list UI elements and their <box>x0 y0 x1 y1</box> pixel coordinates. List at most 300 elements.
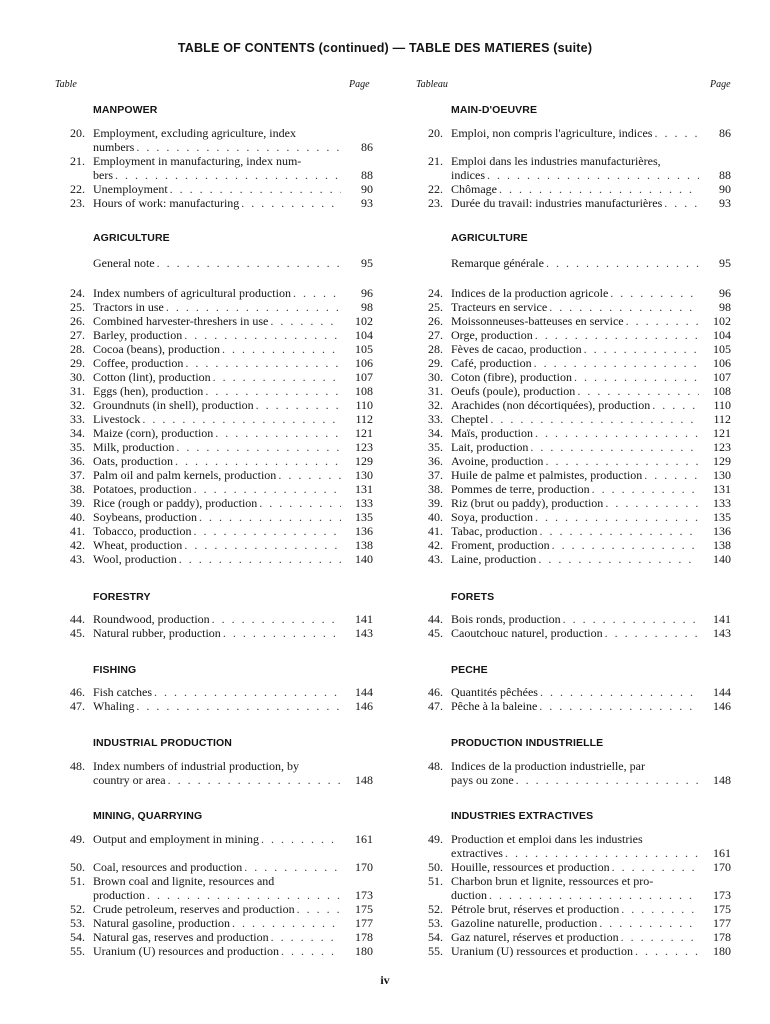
leader-dots <box>577 384 699 398</box>
page-ref: 104 <box>355 328 373 342</box>
toc-entry[interactable] <box>55 370 375 384</box>
leader-dots <box>297 902 341 916</box>
toc-entry[interactable] <box>413 524 733 538</box>
entry-title-line: Natural gasoline, production <box>93 916 230 930</box>
toc-entry[interactable] <box>413 510 733 524</box>
toc-entry[interactable] <box>413 944 733 958</box>
leader-dots <box>489 888 699 902</box>
entry-title-line: country or area <box>93 773 166 787</box>
entry-title <box>93 412 341 426</box>
toc-entry[interactable] <box>55 314 375 328</box>
toc-entry[interactable] <box>413 626 733 640</box>
leader-dots <box>136 140 341 154</box>
toc-entry[interactable] <box>55 356 375 370</box>
entry-title <box>451 552 699 566</box>
table-number: 42. <box>70 538 85 552</box>
table-number: 53. <box>428 916 443 930</box>
entry-title-line: Natural gas, reserves and production <box>93 930 269 944</box>
page-ref: 180 <box>713 944 731 958</box>
right-table-header: Tableau <box>416 79 448 90</box>
page-ref: 178 <box>355 930 373 944</box>
page-ref: 143 <box>355 626 373 640</box>
leader-dots <box>256 398 341 412</box>
toc-entry[interactable] <box>55 626 375 640</box>
leader-dots <box>147 888 341 902</box>
page-ref: 105 <box>355 342 373 356</box>
table-number: 41. <box>428 524 443 538</box>
leader-dots <box>115 168 341 182</box>
entry-title-line: Cocoa (beans), production <box>93 342 220 356</box>
toc-entry[interactable] <box>55 860 375 874</box>
page-ref: 90 <box>361 182 373 196</box>
leader-dots <box>215 426 341 440</box>
toc-entry[interactable] <box>55 552 375 566</box>
leader-dots <box>212 612 341 626</box>
toc-entry[interactable] <box>413 384 733 398</box>
table-number: 36. <box>428 454 443 468</box>
leader-dots <box>487 168 699 182</box>
leader-dots <box>599 916 699 930</box>
leader-dots <box>176 440 341 454</box>
section-heading: AGRICULTURE <box>93 232 170 244</box>
page-ref: 129 <box>713 454 731 468</box>
table-number: 23. <box>428 196 443 210</box>
entry-title <box>451 930 699 944</box>
entry-title <box>93 440 341 454</box>
entry-title <box>451 759 699 787</box>
entry-title <box>451 342 699 356</box>
toc-entry[interactable] <box>55 930 375 944</box>
entry-title-line: Remarque générale <box>451 256 544 270</box>
toc-entry[interactable] <box>55 916 375 930</box>
toc-entry[interactable] <box>55 510 375 524</box>
page-ref: 98 <box>719 300 731 314</box>
entry-title-line: Production et emploi dans les industries <box>451 832 643 846</box>
table-number: 38. <box>70 482 85 496</box>
leader-dots <box>179 552 341 566</box>
toc-entry[interactable] <box>413 256 733 270</box>
toc-entry[interactable] <box>55 328 375 342</box>
section-heading: MANPOWER <box>93 104 158 116</box>
page-ref: 144 <box>355 685 373 699</box>
toc-entry[interactable] <box>413 874 733 902</box>
toc-entry[interactable] <box>55 612 375 626</box>
toc-entry[interactable] <box>413 832 733 860</box>
entry-title-line: Soybeans, production <box>93 510 197 524</box>
table-number: 42. <box>428 538 443 552</box>
section-heading: MINING, QUARRYING <box>93 810 203 822</box>
leader-dots <box>136 699 341 713</box>
leader-dots <box>535 328 699 342</box>
leader-dots <box>605 626 699 640</box>
page-ref: 175 <box>713 902 731 916</box>
entry-title-line: Maize (corn), production <box>93 426 214 440</box>
leader-dots <box>261 832 341 846</box>
entry-title <box>451 699 699 713</box>
table-number: 54. <box>70 930 85 944</box>
section-heading: INDUSTRIES EXTRACTIVES <box>451 810 594 822</box>
toc-entry[interactable] <box>413 902 733 916</box>
entry-title-line: Livestock <box>93 412 141 426</box>
entry-title <box>451 384 699 398</box>
table-number: 41. <box>70 524 85 538</box>
table-number: 26. <box>70 314 85 328</box>
page-ref: 93 <box>719 196 731 210</box>
entry-title-line: duction <box>451 888 487 902</box>
leader-dots <box>499 182 699 196</box>
page-ref: 107 <box>713 370 731 384</box>
table-number: 45. <box>70 626 85 640</box>
toc-entry[interactable] <box>413 126 733 140</box>
page-ref: 140 <box>713 552 731 566</box>
page-ref: 178 <box>713 930 731 944</box>
leader-dots <box>505 846 699 860</box>
section-heading: FORETS <box>451 591 495 603</box>
page-ref: 136 <box>355 524 373 538</box>
page-ref: 140 <box>355 552 373 566</box>
entry-title-line: Employment, excluding agriculture, index <box>93 126 296 140</box>
leader-dots <box>223 626 341 640</box>
entry-title-line: Charbon brun et lignite, ressources et pro- <box>451 874 654 888</box>
toc-entry[interactable] <box>413 426 733 440</box>
leader-dots <box>535 510 699 524</box>
entry-title-line: Lait, production <box>451 440 529 454</box>
table-number: 30. <box>428 370 443 384</box>
entry-title-line: Palm oil and palm kernels, production <box>93 468 277 482</box>
leader-dots <box>654 126 699 140</box>
entry-title-line: Froment, production <box>451 538 550 552</box>
entry-title-line: Tabac, production <box>451 524 538 538</box>
leader-dots <box>232 916 341 930</box>
entry-title <box>451 626 699 640</box>
table-number: 40. <box>70 510 85 524</box>
entry-title-line: Index numbers of agricultural production <box>93 286 291 300</box>
entry-title <box>93 342 341 356</box>
entry-title-line: Gazoline naturelle, production <box>451 916 598 930</box>
page-ref: 133 <box>355 496 373 510</box>
table-number: 31. <box>428 384 443 398</box>
page-ref: 107 <box>355 370 373 384</box>
entry-title <box>93 370 341 384</box>
entry-title <box>451 496 699 510</box>
leader-dots <box>535 426 699 440</box>
leader-dots <box>490 412 699 426</box>
toc-entry[interactable] <box>55 538 375 552</box>
leader-dots <box>621 930 699 944</box>
leader-dots <box>549 300 699 314</box>
toc-entry[interactable] <box>55 256 375 270</box>
page-ref: 129 <box>355 454 373 468</box>
toc-entry[interactable] <box>413 154 733 182</box>
table-number: 37. <box>70 468 85 482</box>
table-number: 29. <box>428 356 443 370</box>
leader-dots <box>540 685 699 699</box>
leader-dots <box>241 196 341 210</box>
entry-title-line: Huile de palme et palmistes, production <box>451 468 643 482</box>
entry-title <box>451 154 699 182</box>
page-ref: 106 <box>713 356 731 370</box>
entry-title <box>93 468 341 482</box>
toc-entry[interactable] <box>413 328 733 342</box>
toc-entry[interactable] <box>55 412 375 426</box>
entry-title <box>451 370 699 384</box>
toc-entry[interactable] <box>55 286 375 300</box>
page-ref: 135 <box>713 510 731 524</box>
entry-title-line: Eggs (hen), production <box>93 384 204 398</box>
page-ref: 98 <box>361 300 373 314</box>
toc-entry[interactable] <box>413 482 733 496</box>
toc-entry[interactable] <box>55 182 375 196</box>
page-ref: 138 <box>713 538 731 552</box>
entry-title-line: Output and employment in mining <box>93 832 259 846</box>
page-ref: 104 <box>713 328 731 342</box>
table-number: 43. <box>70 552 85 566</box>
toc-entry[interactable] <box>55 342 375 356</box>
entry-title <box>451 482 699 496</box>
page-ref: 95 <box>719 256 731 270</box>
table-number: 36. <box>70 454 85 468</box>
section-heading: PRODUCTION INDUSTRIELLE <box>451 737 604 749</box>
entry-title <box>93 256 341 270</box>
toc-entry[interactable] <box>413 182 733 196</box>
leader-dots <box>538 552 699 566</box>
leader-dots <box>539 524 699 538</box>
page-ref: 88 <box>719 168 731 182</box>
entry-title <box>451 468 699 482</box>
page-ref: 102 <box>713 314 731 328</box>
entry-title-line: Roundwood, production <box>93 612 210 626</box>
entry-title <box>451 126 699 140</box>
page-ref: 141 <box>355 612 373 626</box>
toc-entry[interactable] <box>55 384 375 398</box>
table-number: 40. <box>428 510 443 524</box>
entry-title-line: Café, production <box>451 356 532 370</box>
page-ref: 96 <box>719 286 731 300</box>
toc-entry[interactable] <box>413 370 733 384</box>
entry-title-line: Fèves de cacao, production <box>451 342 582 356</box>
toc-entry[interactable] <box>413 612 733 626</box>
toc-entry[interactable] <box>55 759 375 787</box>
toc-entry[interactable] <box>413 496 733 510</box>
entry-title <box>93 626 341 640</box>
toc-entry[interactable] <box>55 196 375 210</box>
entry-title-line: Houille, ressources et production <box>451 860 610 874</box>
toc-entry[interactable] <box>55 832 375 846</box>
leader-dots <box>270 314 341 328</box>
toc-entry[interactable] <box>413 398 733 412</box>
toc-entry[interactable] <box>55 154 375 182</box>
table-number: 54. <box>428 930 443 944</box>
table-number: 49. <box>70 832 85 846</box>
toc-entry[interactable] <box>413 412 733 426</box>
entry-title-line: numbers <box>93 140 135 154</box>
entry-title-line: Pommes de terre, production <box>451 482 590 496</box>
page-ref: 175 <box>355 902 373 916</box>
toc-entry[interactable] <box>413 468 733 482</box>
toc-entry[interactable] <box>55 944 375 958</box>
page-ref: 173 <box>713 888 731 902</box>
entry-title-line: Index numbers of industrial production, by <box>93 759 299 773</box>
leader-dots <box>516 773 699 787</box>
toc-entry[interactable] <box>55 685 375 699</box>
entry-title <box>93 196 341 210</box>
leader-dots <box>154 685 341 699</box>
table-number: 32. <box>70 398 85 412</box>
entry-title <box>93 398 341 412</box>
toc-entry[interactable] <box>55 874 375 902</box>
entry-title <box>93 482 341 496</box>
toc-entry[interactable] <box>413 454 733 468</box>
table-number: 53. <box>70 916 85 930</box>
leader-dots <box>193 524 341 538</box>
entry-title <box>451 860 699 874</box>
toc-entry[interactable] <box>413 699 733 713</box>
page-ref: 143 <box>713 626 731 640</box>
entry-title-line: Wool, production <box>93 552 177 566</box>
toc-entry[interactable] <box>413 342 733 356</box>
page-ref: 131 <box>713 482 731 496</box>
entry-title-line: Cotton (lint), production <box>93 370 211 384</box>
leader-dots <box>244 860 341 874</box>
toc-entry[interactable] <box>413 196 733 210</box>
table-number: 20. <box>70 126 85 140</box>
leader-dots <box>534 356 699 370</box>
table-number: 26. <box>428 314 443 328</box>
entry-title-line: Bois ronds, production <box>451 612 561 626</box>
toc-entry[interactable] <box>55 496 375 510</box>
toc-entry[interactable] <box>55 300 375 314</box>
section-heading: AGRICULTURE <box>451 232 528 244</box>
toc-entry[interactable] <box>55 902 375 916</box>
toc-entry[interactable] <box>413 916 733 930</box>
table-number: 45. <box>428 626 443 640</box>
toc-entry[interactable] <box>55 468 375 482</box>
entry-title <box>93 916 341 930</box>
entry-title-line: Natural rubber, production <box>93 626 221 640</box>
entry-title <box>451 902 699 916</box>
toc-entry[interactable] <box>413 300 733 314</box>
table-number: 29. <box>70 356 85 370</box>
leader-dots <box>546 256 699 270</box>
entry-title-line: Indices de la production industrielle, par <box>451 759 645 773</box>
toc-entry[interactable] <box>413 930 733 944</box>
page-ref: 110 <box>355 398 373 412</box>
toc-entry[interactable] <box>413 860 733 874</box>
table-number: 48. <box>428 759 443 773</box>
page-ref: 170 <box>355 860 373 874</box>
leader-dots <box>281 944 341 958</box>
page-ref: 170 <box>713 860 731 874</box>
page-ref: 86 <box>361 140 373 154</box>
entry-title <box>93 902 341 916</box>
table-number: 25. <box>428 300 443 314</box>
table-number: 52. <box>428 902 443 916</box>
toc-entry[interactable] <box>413 356 733 370</box>
entry-title-line: Milk, production <box>93 440 175 454</box>
table-number: 24. <box>70 286 85 300</box>
page-ref: 96 <box>361 286 373 300</box>
page-ref: 93 <box>361 196 373 210</box>
entry-title-line: Uranium (U) resources and production <box>93 944 279 958</box>
leader-dots <box>644 468 699 482</box>
leader-dots <box>584 342 699 356</box>
page-ref: 148 <box>713 773 731 787</box>
leader-dots <box>157 256 341 270</box>
leader-dots <box>205 384 341 398</box>
section-heading: MAIN-D'OEUVRE <box>451 104 538 116</box>
toc-entry[interactable] <box>413 685 733 699</box>
entry-title-line: Crude petroleum, reserves and production <box>93 902 295 916</box>
entry-title <box>451 196 699 210</box>
toc-entry[interactable] <box>55 126 375 154</box>
table-number: 28. <box>70 342 85 356</box>
entry-title-line: Whaling <box>93 699 135 713</box>
toc-entry[interactable] <box>413 286 733 300</box>
entry-title-line: Avoine, production <box>451 454 544 468</box>
table-number: 34. <box>428 426 443 440</box>
toc-entry[interactable] <box>413 314 733 328</box>
leader-dots <box>175 454 341 468</box>
table-number: 50. <box>70 860 85 874</box>
page-ref: 123 <box>713 440 731 454</box>
entry-title <box>93 538 341 552</box>
section-heading: INDUSTRIAL PRODUCTION <box>93 737 232 749</box>
toc-entry[interactable] <box>413 538 733 552</box>
toc-entry[interactable] <box>55 440 375 454</box>
table-number: 27. <box>428 328 443 342</box>
toc-entry[interactable] <box>413 440 733 454</box>
entry-title-line: pays ou zone <box>451 773 514 787</box>
toc-entry[interactable] <box>55 454 375 468</box>
entry-title <box>93 300 341 314</box>
table-number: 44. <box>70 612 85 626</box>
entry-title-line: Soya, production <box>451 510 533 524</box>
entry-title-line: Tractors in use <box>93 300 164 314</box>
leader-dots <box>612 860 699 874</box>
table-number: 51. <box>70 874 85 888</box>
leader-dots <box>199 510 341 524</box>
entry-title-line: Oeufs (poule), production <box>451 384 576 398</box>
entry-title-line: Pêche à la baleine <box>451 699 538 713</box>
entry-title-line: Orge, production <box>451 328 533 342</box>
entry-title-line: Employment in manufacturing, index num- <box>93 154 302 168</box>
toc-entry[interactable] <box>55 699 375 713</box>
entry-title <box>451 685 699 699</box>
entry-title-line: Gaz naturel, réserves et production <box>451 930 619 944</box>
entry-title <box>451 300 699 314</box>
toc-entry[interactable] <box>413 759 733 787</box>
entry-title-line: Laine, production <box>451 552 537 566</box>
entry-title <box>93 384 341 398</box>
entry-title <box>93 874 341 902</box>
toc-entry[interactable] <box>55 426 375 440</box>
toc-entry[interactable] <box>55 482 375 496</box>
leader-dots <box>664 196 699 210</box>
toc-entry[interactable] <box>55 398 375 412</box>
entry-title-line: Coton (fibre), production <box>451 370 572 384</box>
entry-title-line: Pétrole brut, réserves et production <box>451 902 620 916</box>
entry-title <box>451 454 699 468</box>
toc-entry[interactable] <box>413 552 733 566</box>
table-number: 49. <box>428 832 443 846</box>
table-number: 22. <box>428 182 443 196</box>
right-page-header: Page <box>710 79 731 90</box>
toc-entry[interactable] <box>55 524 375 538</box>
page-ref: 136 <box>713 524 731 538</box>
table-number: 52. <box>70 902 85 916</box>
entry-title <box>93 524 341 538</box>
entry-title <box>451 832 699 860</box>
